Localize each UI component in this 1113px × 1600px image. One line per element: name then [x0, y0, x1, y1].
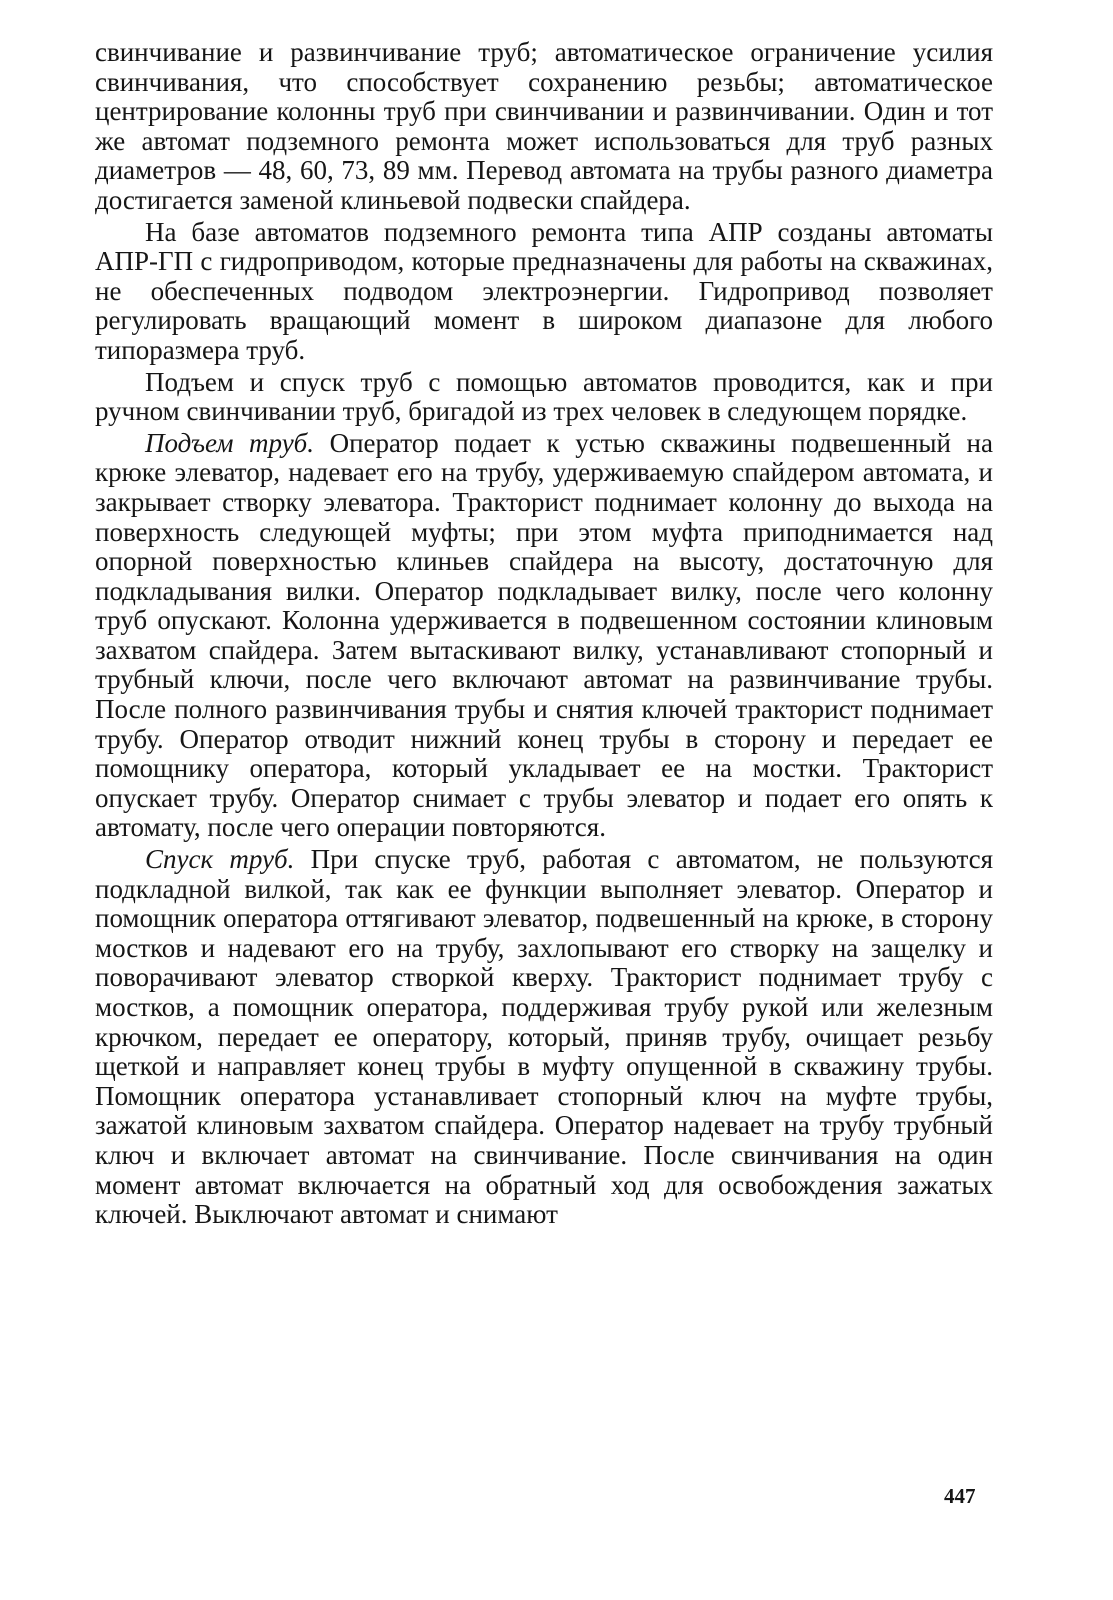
paragraph-5-text: При спуске труб, работая с автоматом, не пользуются подкладной вилкой, так как ее функции выполняет элеватор. Оператор и помощник оператора оттягивают элеватор, подвешенный на крюке, в сторону мостков и надевают его на трубу, захлопывают его створку на защелку и поворачивают элеватор створкой кверху. Тракторист поднимает трубу с мостков, а помощник оператора, поддерживая трубу рукой или железным крючком, передает ее оператору, который, приняв трубу, очищает резьбу щеткой и направляет конец трубы в муфту опущенной в скважину трубы. Помощник оператора устанавливает стопорный ключ на муфте трубы, зажатой клиновым захватом спайдера. Оператор надевает на трубу трубный ключ и включает автомат на свинчивание. После свинчивания на один момент автомат включается на обратный ход для освобождения зажатых ключей. Выключают автомат и снимают: [95, 844, 993, 1230]
paragraph-3: [95, 368, 993, 427]
paragraph-5-heading: Спуск труб.: [145, 844, 295, 875]
paragraph-4: [95, 429, 993, 843]
paragraph-5: [95, 845, 993, 1230]
paragraph-2: [95, 218, 993, 366]
paragraph-2-text: На базе автоматов подземного ремонта типа АПР созданы автоматы АПР-ГП с гидроприводом, которые предназначены для работы на скважинах, не обеспеченных подводом электроэнергии. Гидропривод позволяет регулировать вращающий момент в широком диапазоне для любого типоразмера труб.: [95, 216, 993, 365]
page-number: 447: [944, 1484, 976, 1508]
paragraph-4-heading: Подъем труб.: [145, 427, 315, 458]
paragraph-3-text: Подъем и спуск труб с помощью автоматов проводится, как и при ручном свинчивании труб, бригадой из трех человек в следующем порядке.: [95, 366, 993, 427]
paragraph-4-text: Оператор подает к устью скважины подвешенный на крюке элеватор, надевает его на трубу, удерживаемую спайдером автомата, и закрывает створку элеватора. Тракторист поднимает колонну до выхода на поверхность следующей муфты; при этом муфта приподнимается над опорной поверхностью клиньев спайдера на высоту, достаточную для подкладывания вилки. Оператор подкладывает вилку, после чего колонну труб опускают. Колонна удерживается в подвешенном состоянии клиновым захватом спайдера. Затем вытаскивают вилку, устанавливают стопорный и трубный ключи, после чего включают автомат на развинчивание трубы. После полного развинчивания трубы и снятия ключей тракторист поднимает трубу. Оператор отводит нижний конец трубы в сторону и передает ее помощнику оператора, который укладывает ее на мостки. Тракторист опускает трубу. Оператор снимает с трубы элеватор и подает его опять к автомату, после чего операции повторяются.: [95, 427, 993, 843]
paragraph-1-text: свинчивание и развинчивание труб; автоматическое ограничение усилия свинчивания, что способствует сохранению резьбы; автоматическое центрирование колонны труб при свинчивании и развинчивании. Один и тот же автомат подземного ремонта может использоваться для труб разных диаметров — 48, 60, 73, 89 мм. Перевод автомата на трубы разного диаметра достигается заменой клиньевой подвески спайдера.: [95, 37, 993, 215]
document-page: [95, 38, 993, 1230]
paragraph-1: [95, 38, 993, 216]
